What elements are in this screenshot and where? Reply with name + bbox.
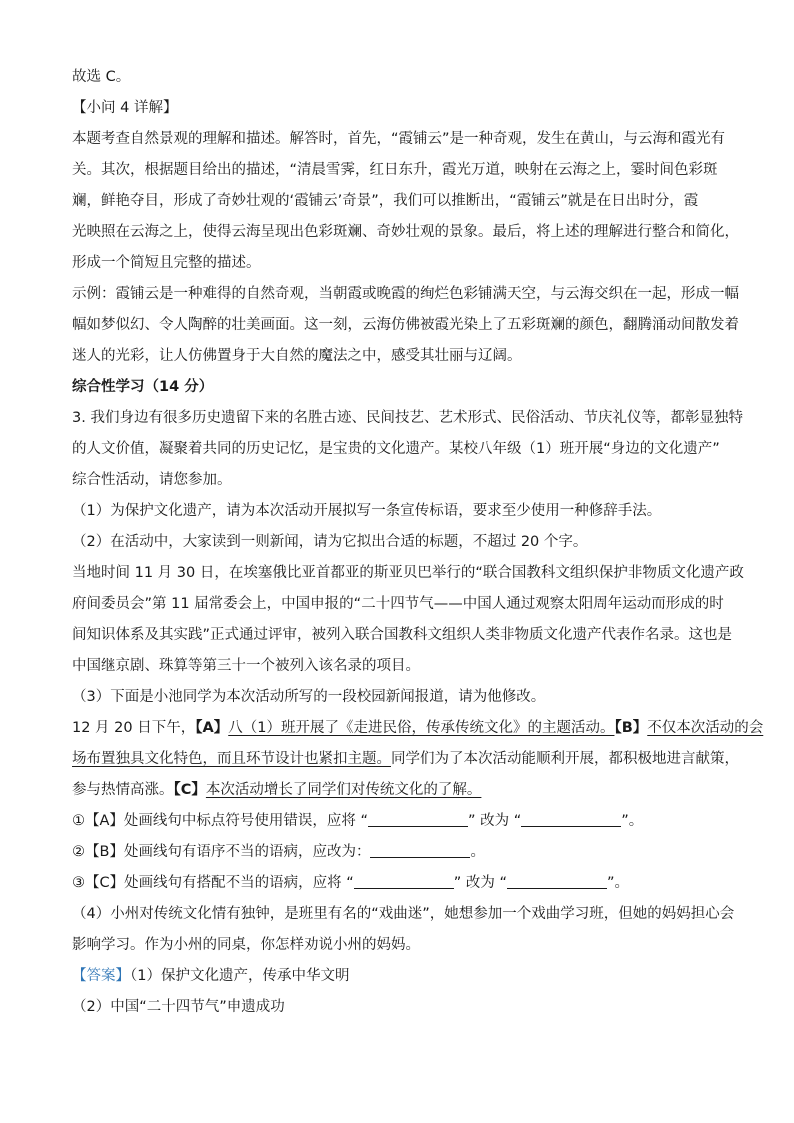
sub-question: （1）为保护文化遗产，请为本次活动开展拟写一条宣传标语，要求至少使用一种修辞手法。 xyxy=(72,503,662,519)
underlined-sentence-b: 不仅本次活动的会 xyxy=(647,720,764,736)
fill-in-line xyxy=(72,868,724,899)
marker-a: 【A】 xyxy=(195,720,229,736)
underlined-sentence-a: 八（1）班开展了《走进民俗，传承传统文化》的主题活动。 xyxy=(228,720,615,736)
example-line: 幅如梦似幻、令人陶醉的壮美画面。这一刻，云海仿佛被霞光染上了五彩斑斓的颜色，翻腾涌动间散发着 xyxy=(72,317,739,333)
news-line: 当地时间 11 月 30 日，在埃塞俄比亚首都亚的斯亚贝巴举行的“联合国教科文组织保护非物质文化遗产政 xyxy=(72,565,744,581)
paragraph-line: 形成一个简短且完整的描述。 xyxy=(72,255,261,271)
report-line xyxy=(72,775,724,806)
marker-b: 【B】 xyxy=(614,720,648,736)
paragraph-line: 斓，鲜艳夺目，形成了奇妙壮观的‘霞铺云’奇景”，我们可以推断出，“霞铺云”就是在日出时分，霞 xyxy=(72,193,699,209)
paragraph-line: 关。其次，根据题目给出的描述，“清晨雪霁，红日东升，霞光万道，映射在云海之上，霎时间色彩斑 xyxy=(72,162,718,178)
news-line: 中国继京剧、珠算等第三十一个被列入该名录的项目。 xyxy=(72,658,420,674)
document-page xyxy=(72,62,764,1023)
example-line: 迷人的光彩，让人仿佛置身于大自然的魔法之中，感受其壮丽与辽阔。 xyxy=(72,348,522,364)
paragraph-line: 故选 C。 xyxy=(72,69,131,85)
news-line: 府间委员会”第 11 届常委会上，中国申报的“二十四节气——中国人通过观察太阳周年运动而形成的时 xyxy=(72,596,724,612)
answer-tag: 【答案】 xyxy=(72,968,130,984)
question-line: 综合性活动，请您参加。 xyxy=(72,472,232,488)
section-title: 综合性学习（14 分） xyxy=(72,379,214,395)
fill-in-line xyxy=(72,806,724,837)
paragraph-line: 光映照在云海之上，使得云海呈现出色彩斑斓、奇妙壮观的景象。最后，将上述的理解进行整合和简化， xyxy=(72,224,739,240)
marker-c: 【C】 xyxy=(173,782,206,798)
question-line: 的人文价值，凝聚着共同的历史记忆，是宝贵的文化遗产。某校八年级（1）班开展“身边的文化遗产” xyxy=(72,441,720,457)
fill-text: 。 xyxy=(470,844,485,860)
underlined-sentence-b: 场布置独具文化特色，而且环节设计也紧扣主题。 xyxy=(72,751,391,767)
answer-blank[interactable] xyxy=(507,872,607,889)
fill-text: ” 改为 “ xyxy=(453,875,507,891)
answer-line: （2）中国“二十四节气”申遗成功 xyxy=(72,999,285,1015)
fill-text: ②【B】处画线句有语序不当的语病，应改为： xyxy=(72,844,371,860)
fill-text: ①【A】处画线句中标点符号使用错误，应将 “ xyxy=(72,813,369,829)
sub-question: 影响学习。作为小州的同桌，你怎样劝说小州的妈妈。 xyxy=(72,937,420,953)
paragraph-line: 本题考查自然景观的理解和描述。解答时，首先，“霞铺云”是一种奇观，发生在黄山，与云海和霞光有 xyxy=(72,131,726,147)
report-text: 12 月 20 日下午， xyxy=(72,720,196,736)
answer-blank[interactable] xyxy=(521,810,621,827)
fill-text: ” 改为 “ xyxy=(468,813,522,829)
underlined-sentence-c: 本次活动增长了同学们对传统文化的了解。 xyxy=(205,782,482,798)
fill-in-line xyxy=(72,837,724,868)
question-line: 3. 我们身边有很多历史遗留下来的名胜古迹、民间技艺、艺术形式、民俗活动、节庆礼仪等，都彰显独特 xyxy=(72,410,743,426)
sub-question: （2）在活动中，大家读到一则新闻，请为它拟出合适的标题，不超过 20 个字。 xyxy=(72,534,588,550)
report-text: 参与热情高涨。 xyxy=(72,782,174,798)
report-line xyxy=(72,713,764,744)
fill-text: ”。 xyxy=(607,875,630,891)
report-text: 同学们为了本次活动能顺利开展，都积极地进言献策， xyxy=(391,751,739,767)
sub-question: （3）下面是小池同学为本次活动所写的一段校园新闻报道，请为他修改。 xyxy=(72,689,546,705)
answer-blank[interactable] xyxy=(354,872,454,889)
answer-blank[interactable] xyxy=(370,841,470,858)
fill-text: ③【C】处画线句有搭配不当的语病，应将 “ xyxy=(72,875,354,891)
answer-line xyxy=(72,961,724,992)
news-line: 间知识体系及其实践”正式通过评审，被列入联合国教科文组织人类非物质文化遗产代表作名录。这也是 xyxy=(72,627,733,643)
report-line xyxy=(72,744,739,775)
section-heading: 【小问 4 详解】 xyxy=(72,100,178,116)
fill-text: ”。 xyxy=(621,813,644,829)
example-line: 示例：霞铺云是一种难得的自然奇观，当朝霞或晚霞的绚烂色彩铺满天空，与云海交织在一起，形成一幅 xyxy=(72,286,739,302)
answer-text: （1）保护文化遗产，传承中华文明 xyxy=(130,968,350,984)
sub-question: （4）小州对传统文化情有独钟，是班里有名的“戏曲迷”，她想参加一个戏曲学习班，但她的妈妈担心会 xyxy=(72,906,735,922)
answer-blank[interactable] xyxy=(368,810,468,827)
